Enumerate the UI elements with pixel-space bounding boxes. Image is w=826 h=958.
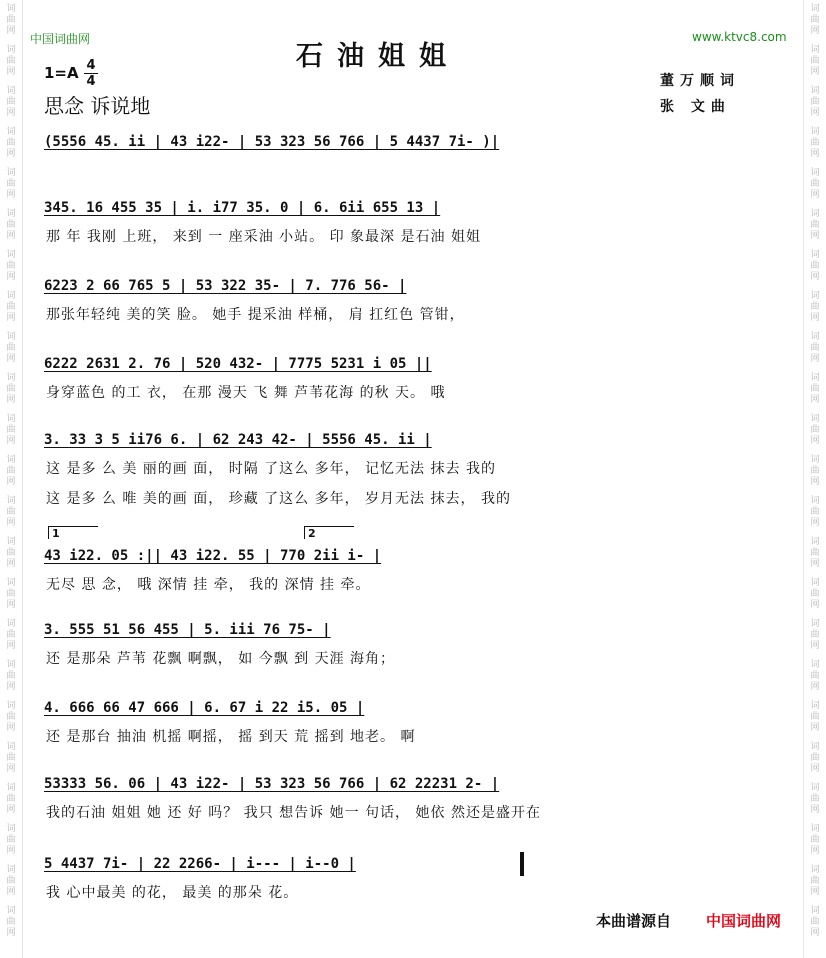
watermark-char: 网 [6, 928, 16, 938]
watermark-char: 曲 [810, 15, 820, 25]
lyric-row: 我的石油 姐姐 她 还 好 吗？ 我只 想告诉 她一 句话， 她依 然还是盛开在 [46, 805, 541, 821]
intro-notation: (5556 45. ii | 43 i22- | 53 323 56 766 | 5 4437 7i- )| [44, 134, 500, 150]
watermark-char: 词 [6, 455, 16, 465]
watermark-char: 词 [6, 168, 16, 178]
watermark-char: 词 [810, 496, 820, 506]
watermark-char: 词 [6, 373, 16, 383]
watermark-char: 曲 [6, 712, 16, 722]
watermark-char: 曲 [810, 671, 820, 681]
watermark-char: 网 [6, 313, 16, 323]
watermark-char: 词 [6, 414, 16, 424]
lyric-row: 还 是那台 抽油 机摇 啊摇， 摇 到天 荒 摇到 地老。 啊 [46, 729, 416, 745]
source-site-link[interactable]: 中国词曲网 [706, 912, 782, 930]
watermark-char: 曲 [6, 138, 16, 148]
watermark-char: 词 [810, 332, 820, 342]
watermark-char: 网 [6, 723, 16, 733]
watermark-char: 词 [810, 660, 820, 670]
watermark-char: 网 [810, 887, 820, 897]
notation-row: 5 4437 7i- | 22 2266- | i--- | i--0 | [44, 856, 356, 872]
watermark-char: 曲 [810, 630, 820, 640]
notation-row: 6223 2 66 765 5 | 53 322 35- | 7. 776 56- | [44, 278, 407, 294]
watermark-char: 网 [810, 108, 820, 118]
watermark-char: 曲 [6, 343, 16, 353]
watermark-char: 网 [810, 436, 820, 446]
watermark-char: 词 [6, 619, 16, 629]
second-ending-bracket: 2 [304, 526, 354, 539]
watermark-char: 网 [810, 641, 820, 651]
lyric-row: 身穿蓝色 的工 衣， 在那 漫天 飞 舞 芦苇花海 的秋 天。 哦 [46, 385, 446, 401]
lyric-row: 这 是多 么 美 丽的画 面， 时隔 了这么 多年， 记忆无法 抹去 我的 [46, 461, 496, 477]
watermark-char: 词 [6, 332, 16, 342]
watermark-char: 网 [6, 846, 16, 856]
watermark-char: 词 [6, 824, 16, 834]
watermark-char: 词 [810, 619, 820, 629]
watermark-char: 网 [6, 518, 16, 528]
watermark-char: 网 [6, 887, 16, 897]
watermark-char: 词 [6, 865, 16, 875]
watermark-char: 网 [810, 723, 820, 733]
watermark-char: 曲 [810, 220, 820, 230]
watermark-char: 网 [810, 928, 820, 938]
watermark-char: 词 [6, 578, 16, 588]
watermark-char: 词 [6, 45, 16, 55]
watermark-char: 词 [810, 414, 820, 424]
watermark-char: 网 [810, 805, 820, 815]
watermark-char: 曲 [6, 835, 16, 845]
watermark-char: 网 [6, 764, 16, 774]
watermark-char: 曲 [810, 589, 820, 599]
watermark-char: 词 [810, 373, 820, 383]
lyric-row: 那张年轻纯 美的笑 脸。 她手 提采油 样桶， 肩 扛红色 管钳， [46, 307, 465, 323]
watermark-char: 词 [6, 496, 16, 506]
watermark-char: 词 [6, 906, 16, 916]
source-label: 本曲谱源自 [596, 912, 672, 930]
watermark-char: 曲 [810, 425, 820, 435]
watermark-char: 网 [810, 354, 820, 364]
watermark-char: 词 [810, 291, 820, 301]
right-watermark-strip [803, 0, 826, 958]
watermark-char: 词 [6, 660, 16, 670]
watermark-char: 网 [810, 682, 820, 692]
watermark-char: 词 [6, 537, 16, 547]
watermark-char: 网 [810, 477, 820, 487]
watermark-char: 词 [6, 209, 16, 219]
watermark-char: 网 [6, 600, 16, 610]
watermark-char: 网 [810, 272, 820, 282]
watermark-char: 曲 [810, 876, 820, 886]
watermark-char: 曲 [810, 835, 820, 845]
watermark-char: 曲 [6, 794, 16, 804]
watermark-char: 词 [6, 291, 16, 301]
watermark-char: 曲 [6, 876, 16, 886]
watermark-char: 网 [810, 67, 820, 77]
watermark-char: 词 [810, 578, 820, 588]
watermark-char: 曲 [6, 15, 16, 25]
watermark-char: 曲 [6, 630, 16, 640]
watermark-char: 词 [810, 865, 820, 875]
watermark-char: 曲 [810, 712, 820, 722]
left-watermark-strip [0, 0, 23, 958]
watermark-char: 词 [6, 86, 16, 96]
watermark-char: 曲 [810, 794, 820, 804]
watermark-char: 词 [810, 45, 820, 55]
watermark-char: 曲 [6, 261, 16, 271]
watermark-char: 网 [6, 67, 16, 77]
watermark-char: 曲 [6, 753, 16, 763]
watermark-char: 网 [810, 231, 820, 241]
watermark-char: 曲 [810, 56, 820, 66]
watermark-char: 网 [6, 477, 16, 487]
watermark-char: 网 [810, 149, 820, 159]
watermark-char: 曲 [6, 97, 16, 107]
watermark-char: 网 [6, 26, 16, 36]
lyricist-credit: 董万顺词 [660, 73, 740, 89]
watermark-char: 词 [6, 701, 16, 711]
watermark-char: 词 [6, 127, 16, 137]
first-ending-bracket: 1 [48, 526, 98, 539]
watermark-char: 曲 [6, 425, 16, 435]
watermark-char: 网 [6, 108, 16, 118]
watermark-char: 词 [810, 455, 820, 465]
watermark-char: 词 [6, 4, 16, 14]
watermark-char: 曲 [6, 220, 16, 230]
watermark-char: 曲 [6, 548, 16, 558]
watermark-char: 网 [810, 764, 820, 774]
watermark-char: 曲 [6, 917, 16, 927]
watermark-char: 曲 [810, 302, 820, 312]
lyric-row: 那 年 我刚 上班， 来到 一 座采油 小站。 印 象最深 是石油 姐姐 [46, 229, 481, 245]
notation-row: 53333 56. 06 | 43 i22- | 53 323 56 766 | 62 22231 2- | [44, 776, 500, 792]
watermark-char: 词 [6, 783, 16, 793]
watermark-char: 曲 [6, 384, 16, 394]
watermark-char: 网 [810, 518, 820, 528]
watermark-char: 网 [6, 682, 16, 692]
watermark-char: 曲 [6, 56, 16, 66]
watermark-char: 曲 [810, 384, 820, 394]
notation-row: 3. 33 3 5 ii76 6. | 62 243 42- | 5556 45. ii | [44, 432, 432, 448]
watermark-char: 曲 [6, 302, 16, 312]
watermark-char: 曲 [810, 179, 820, 189]
watermark-char: 词 [810, 537, 820, 547]
lyric-row: 无尽 思 念， 哦 深情 挂 牵， 我的 深情 挂 牵。 [46, 577, 371, 593]
composer-credit: 张 文曲 [660, 99, 731, 115]
watermark-char: 曲 [810, 507, 820, 517]
watermark-char: 网 [6, 559, 16, 569]
watermark-char: 曲 [6, 179, 16, 189]
watermark-char: 网 [6, 436, 16, 446]
watermark-char: 网 [810, 190, 820, 200]
watermark-char: 词 [6, 742, 16, 752]
watermark-char: 词 [810, 250, 820, 260]
notation-row: 6222 2631 2. 76 | 520 432- | 7775 5231 i 05 || [44, 356, 432, 372]
watermark-char: 网 [6, 231, 16, 241]
lyric-row: 这 是多 么 唯 美的画 面， 珍藏 了这么 多年， 岁月无法 抹去， 我的 [46, 491, 511, 507]
watermark-char: 词 [810, 824, 820, 834]
watermark-char: 曲 [810, 466, 820, 476]
watermark-char: 网 [810, 26, 820, 36]
watermark-char: 曲 [6, 671, 16, 681]
watermark-char: 曲 [810, 343, 820, 353]
watermark-char: 网 [810, 846, 820, 856]
time-signature [84, 58, 98, 89]
final-barline [520, 852, 524, 876]
watermark-char: 网 [810, 600, 820, 610]
watermark-char: 词 [810, 906, 820, 916]
notation-row: 3. 555 51 56 455 | 5. iii 76 75- | [44, 622, 331, 638]
lyric-row: 我 心中最美 的花， 最美 的那朵 花。 [46, 885, 299, 901]
watermark-char: 曲 [810, 138, 820, 148]
watermark-char: 网 [6, 190, 16, 200]
watermark-char: 网 [6, 272, 16, 282]
site-url: www.ktvc8.com [692, 30, 787, 44]
watermark-char: 曲 [810, 548, 820, 558]
watermark-char: 词 [810, 168, 820, 178]
meter-top: 4 [84, 58, 98, 74]
watermark-char: 曲 [810, 753, 820, 763]
watermark-char: 网 [810, 313, 820, 323]
watermark-char: 词 [810, 742, 820, 752]
watermark-char: 词 [810, 127, 820, 137]
watermark-char: 曲 [6, 507, 16, 517]
watermark-char: 词 [810, 701, 820, 711]
notation-row: 43 i22. 05 :|| 43 i22. 55 | 770 2ii i- | [44, 548, 382, 564]
watermark-char: 曲 [810, 261, 820, 271]
key-signature: 1=A [44, 64, 79, 82]
watermark-char: 词 [810, 4, 820, 14]
watermark-char: 网 [6, 149, 16, 159]
watermark-char: 词 [6, 250, 16, 260]
song-title: 石油姐姐 [296, 41, 460, 72]
watermark-char: 词 [810, 783, 820, 793]
lyric-row: 还 是那朵 芦苇 花飘 啊飘， 如 今飘 到 天涯 海角； [46, 651, 396, 667]
site-name-left: 中国词曲网 [30, 32, 91, 46]
watermark-char: 网 [6, 395, 16, 405]
watermark-char: 曲 [6, 589, 16, 599]
watermark-char: 曲 [810, 917, 820, 927]
watermark-char: 网 [6, 805, 16, 815]
notation-row: 4. 666 66 47 666 | 6. 67 i 22 i5. 05 | [44, 700, 365, 716]
watermark-char: 词 [810, 209, 820, 219]
meter-bottom: 4 [86, 74, 96, 89]
watermark-char: 曲 [6, 466, 16, 476]
tempo-marking: 思念 诉说地 [44, 94, 151, 118]
watermark-char: 网 [6, 354, 16, 364]
watermark-char: 网 [810, 395, 820, 405]
watermark-char: 网 [810, 559, 820, 569]
notation-row: 345. 16 455 35 | i. i77 35. 0 | 6. 6ii 655 13 | [44, 200, 441, 216]
watermark-char: 网 [6, 641, 16, 651]
watermark-char: 词 [810, 86, 820, 96]
watermark-char: 曲 [810, 97, 820, 107]
